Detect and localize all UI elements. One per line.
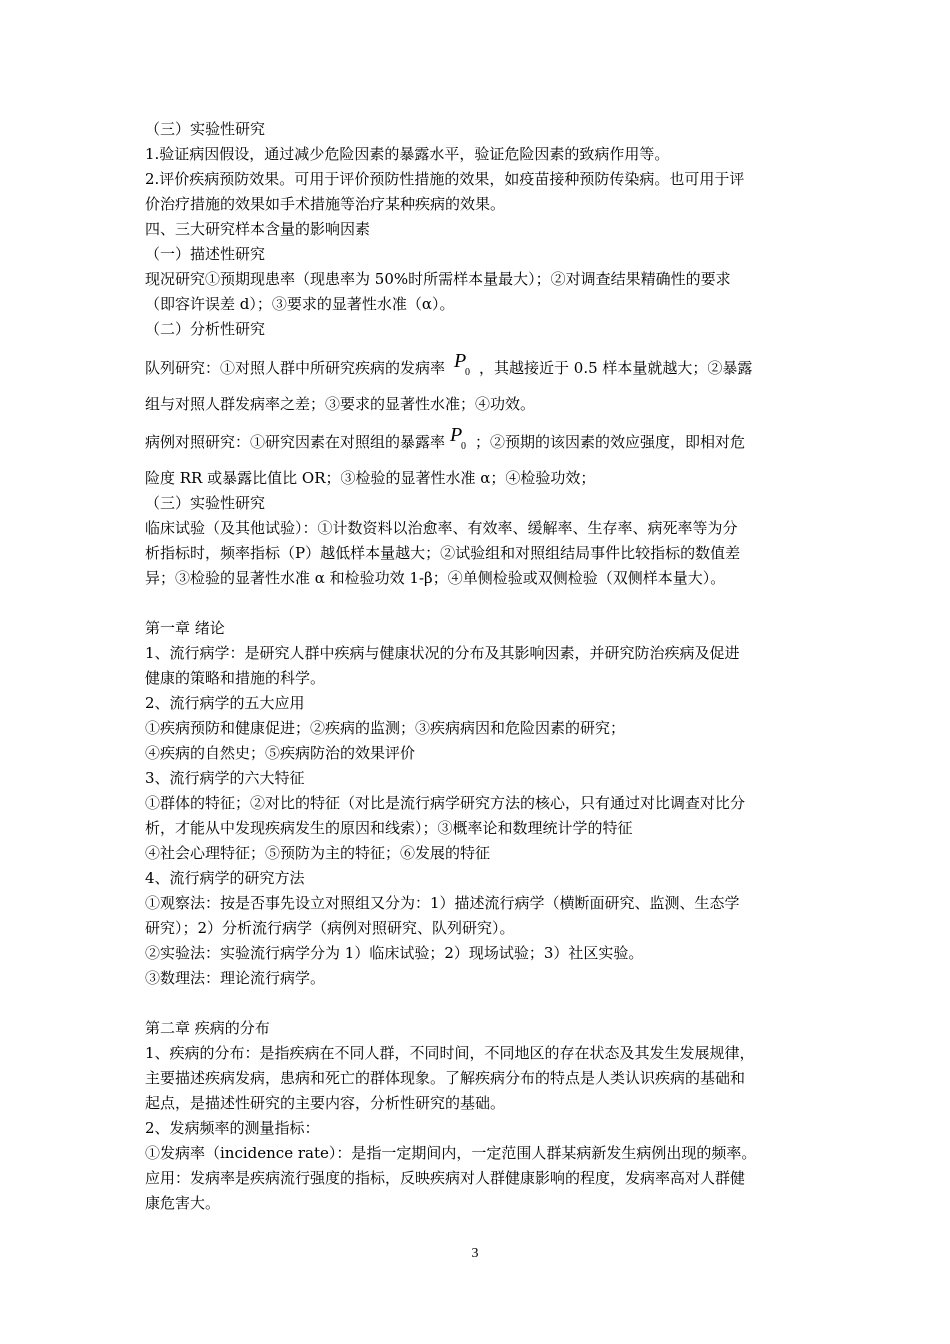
text-line: ①群体的特征；②对比的特征（对比是流行病学研究方法的核心，只有通过对比调查对比分 [145, 794, 746, 812]
spacer [145, 991, 815, 1016]
text-line: （即容许误差 d）；③要求的显著性水准（α）。 [145, 295, 455, 313]
text-line: 康危害大。 [145, 1194, 221, 1212]
text-line: ②实验法：实验流行病学分为 1）临床试验；2）现场试验；3）社区实验。 [145, 944, 644, 962]
text-line: 价治疗措施的效果如手术措施等治疗某种疾病的效果。 [145, 195, 506, 213]
text-line: 主要描述疾病发病，患病和死亡的群体现象。了解疾病分布的特点是人类认识疾病的基础和 [145, 1069, 746, 1087]
cohort-text-post: ，其越接近于 0.5 样本量就越大；②暴露 [479, 359, 753, 377]
text-line: （三）实验性研究 [145, 120, 266, 138]
text-line: 析，才能从中发现疾病发生的原因和线索）；③概率论和数理统计学的特征 [145, 819, 633, 837]
text-line: ④疾病的自然史；⑤疾病防治的效果评价 [145, 744, 416, 762]
text-line: 1.验证病因假设，通过减少危险因素的暴露水平，验证危险因素的致病作用等。 [145, 145, 670, 163]
text-line: 临床试验（及其他试验）：①计数资料以治愈率、有效率、缓解率、生存率、病死率等为分 [145, 519, 738, 537]
case-control-text-pre: 病例对照研究：①研究因素在对照组的暴露率 [145, 433, 446, 451]
text-line: ①观察法：按是否事先设立对照组又分为：1）描述流行病学（横断面研究、监测、生态学 [145, 894, 740, 912]
text-line: 4、流行病学的研究方法 [145, 869, 305, 887]
case-control-line [145, 424, 815, 466]
case-control-text-post: ；②预期的该因素的效应强度，即相对危 [475, 433, 746, 451]
text-line: 异；③检验的显著性水准 α 和检验功效 1-β；④单侧检验或双侧检验（双侧样本量大）。 [145, 569, 726, 587]
text-line: 起点，是描述性研究的主要内容，分析性研究的基础。 [145, 1094, 506, 1112]
text-line: 现况研究①预期现患率（现患率为 50%时所需样本量最大）；②对调查结果精确性的要求 [145, 270, 731, 288]
text-line: 研究）；2）分析流行病学（病例对照研究、队列研究）。 [145, 919, 515, 937]
p-symbol: P [454, 350, 467, 372]
spacer [145, 591, 815, 616]
text-line: 险度 RR 或暴露比值比 OR；③检验的显著性水准 α；④检验功效； [145, 469, 596, 487]
p-symbol: P [450, 424, 463, 446]
text-line: 应用：发病率是疾病流行强度的指标，反映疾病对人群健康影响的程度，发病率高对人群健 [145, 1169, 746, 1187]
text-line: ③数理法：理论流行病学。 [145, 969, 326, 987]
p-subscript: 0 [465, 367, 471, 378]
text-line: 3、流行病学的六大特征 [145, 769, 305, 787]
text-line: 1、流行病学：是研究人群中疾病与健康状况的分布及其影响因素，并研究防治疾病及促进 [145, 644, 740, 662]
p0-symbol [451, 350, 473, 378]
subsection-heading: （二）分析性研究 [145, 320, 266, 338]
section-heading: 四、三大研究样本含量的影响因素 [145, 220, 371, 238]
text-line: 1、疾病的分布：是指疾病在不同人群，不同时间，不同地区的存在状态及其发生发展规律， [145, 1044, 755, 1062]
text-line: 2、流行病学的五大应用 [145, 694, 305, 712]
text-line: ①疾病预防和健康促进；②疾病的监测；③疾病病因和危险因素的研究； [145, 719, 626, 737]
chapter-heading: 第一章 绪论 [145, 619, 225, 637]
text-line: 组与对照人群发病率之差；③要求的显著性水准；④功效。 [145, 395, 536, 413]
text-line: 析指标时，频率指标（P）越低样本量越大；②试验组和对照组结局事件比较指标的数值差 [145, 544, 741, 562]
text-line: 健康的策略和措施的科学。 [145, 669, 326, 687]
text-line: 2.评价疾病预防效果。可用于评价预防性措施的效果，如疫苗接种预防传染病。也可用于评 [145, 170, 745, 188]
subsection-heading: （三）实验性研究 [145, 494, 266, 512]
subsection-heading: （一）描述性研究 [145, 245, 266, 263]
chapter-heading: 第二章 疾病的分布 [145, 1019, 270, 1037]
page-content [145, 117, 815, 1216]
page-number: 3 [471, 1246, 479, 1261]
cohort-line [145, 342, 815, 392]
p0-symbol [447, 424, 469, 452]
cohort-text-pre: 队列研究：①对照人群中所研究疾病的发病率 [145, 359, 446, 377]
text-line: ④社会心理特征；⑤预防为主的特征；⑥发展的特征 [145, 844, 491, 862]
text-line: 2、发病频率的测量指标： [145, 1119, 320, 1137]
p-subscript: 0 [461, 441, 467, 452]
text-line: ①发病率（incidence rate）：是指一定期间内，一定范围人群某病新发生病例出现的频率。 [145, 1144, 757, 1162]
